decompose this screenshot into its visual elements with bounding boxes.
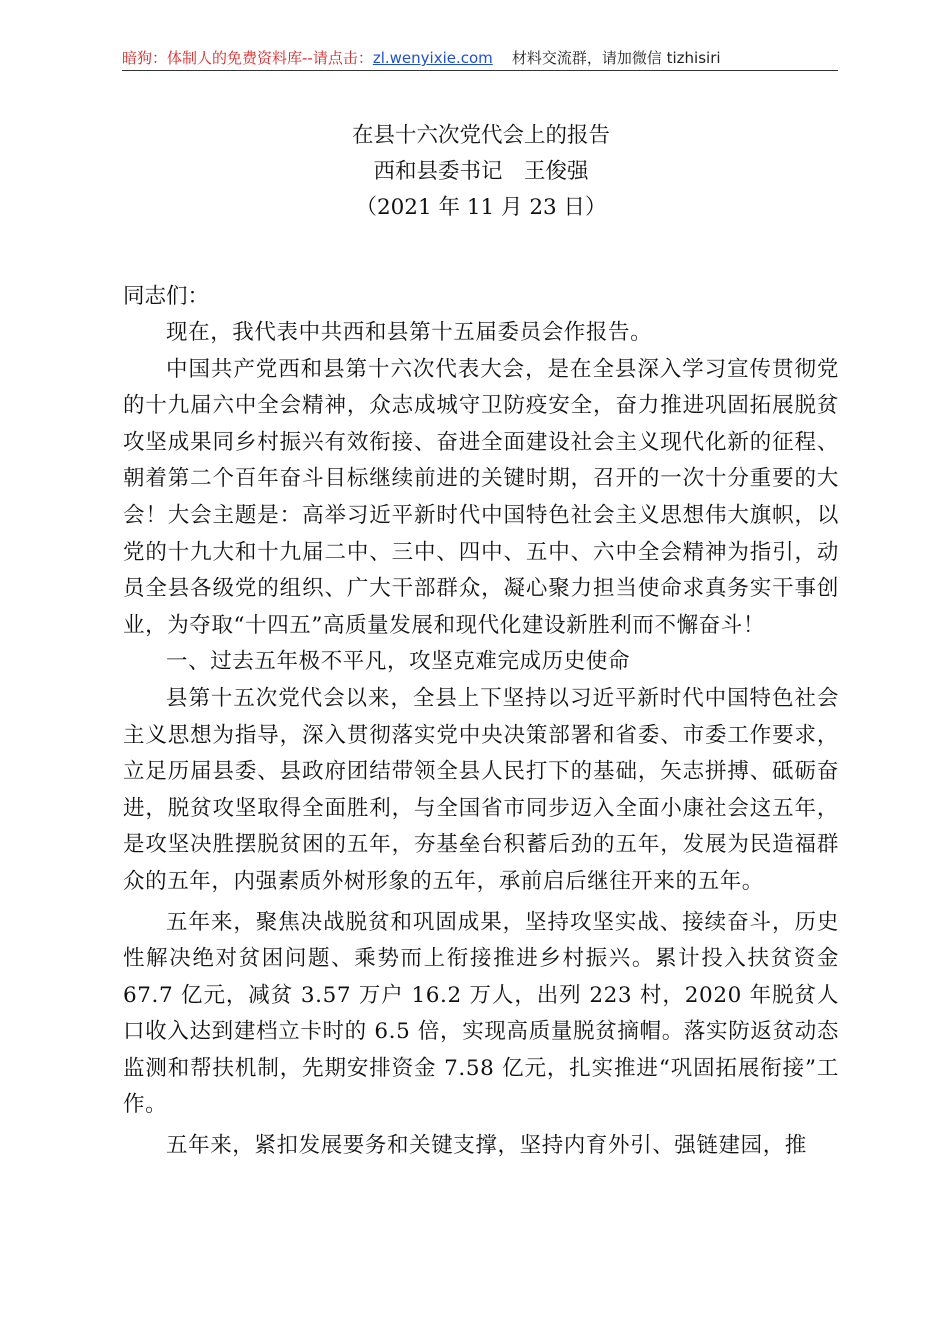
paragraph: 现在，我代表中共西和县第十五届委员会作报告。	[166, 320, 653, 345]
report-body	[123, 118, 839, 1165]
paragraph: 县第十五次党代会以来，全县上下坚持以习近平新时代中国特色社会主义思想为指导，深入贯彻落实党中央决策部署和省委、市委工作要求，立足历届县委、县政府团结带领全县人民打下的基础，矢志拼搏、砥砺奋进，脱贫攻坚取得全面胜利，与全国省市同步迈入全面小康社会这五年，是攻坚决胜摆脱贫困的五年，夯基垒台积蓄后劲的五年，发展为民造福群众的五年，内强素质外树形象的五年，承前启后继往开来的五年。	[123, 685, 839, 894]
paragraph: 五年来，紧扣发展要务和关键支撑，坚持内育外引、强链建园，推	[166, 1133, 807, 1159]
page-header	[122, 48, 838, 68]
paragraph: 中国共产党西和县第十六次代表大会，是在全县深入学习宣传贯彻党的十九届六中全会精神，众志成城守卫防疫安全，奋力推进巩固拓展脱贫攻坚成果同乡村振兴有效衔接、奋进全面建设社会主义现代化新的征程、朝着第二个百年奋斗目标继续前进的关键时期，召开的一次十分重要的大会！大会主题是：高举习近平新时代中国特色社会主义思想伟大旗帜，以党的十九大和十九届二中、三中、四中、五中、六中全会精神为指引，动员全县各级党的组织、广大干部群众，凝心聚力担当使命求真务实干事创业，为夺取“十四五”高质量发展和现代化建设新胜利而不懈奋斗！	[123, 356, 839, 638]
paragraph: 五年来，聚焦决战脱贫和巩固成果，坚持攻坚实战、接续奋斗，历史性解决绝对贫困问题、乘势而上衔接推进乡村振兴。累计投入扶贫资金 67.7 亿元，减贫 3.57 万户 16.2 万人，出列 223 村，2020 年脱贫人口收入达到建档立卡时的 6.5 倍，实现高质量脱贫摘帽。落实防返贫动态监测和帮扶机制，先期安排资金 7.58 亿元，扎实推进“巩固拓展衔接”工作。	[123, 909, 839, 1118]
report-author: 西和县委书记 王俊强	[373, 159, 589, 184]
header-link[interactable]: zl.wenyixie.com	[372, 49, 493, 67]
header-brand: 暗狗：体制人的免费资料库	[122, 49, 303, 67]
title-block	[123, 118, 839, 226]
header-divider	[122, 70, 838, 71]
header-separator: --请点击：	[302, 49, 373, 67]
greeting: 同志们：	[123, 284, 210, 309]
report-title: 在县十六次党代会上的报告	[351, 123, 610, 148]
header-contact: 材料交流群，请加微信 tizhisiri	[511, 49, 721, 67]
section-heading: 一、过去五年极不平凡，攻坚克难完成历史使命	[166, 649, 631, 675]
report-date: （2021 年 11 月 23 日）	[355, 195, 607, 220]
